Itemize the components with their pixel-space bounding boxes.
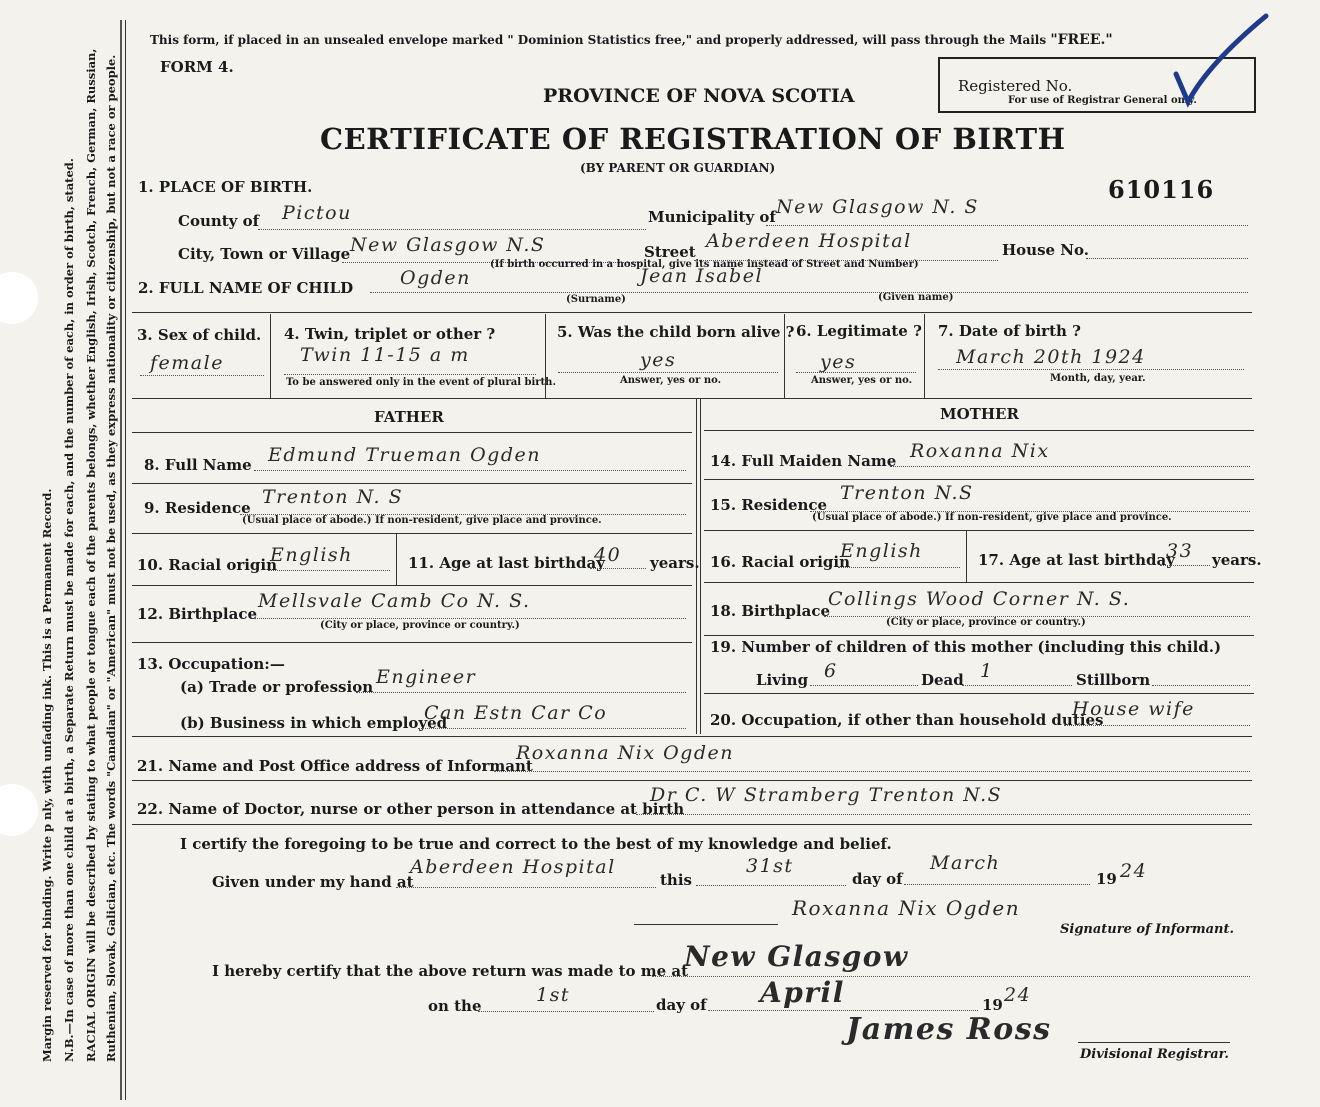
father-heading: FATHER <box>374 408 444 426</box>
certify-year-prefix: 19 <box>1096 870 1117 888</box>
informant-label: 21. Name and Post Office address of Informant <box>137 757 533 775</box>
margin-note-racial-origin-cont: Ruthenian, Slovak, Galician, etc. The words "Canadian" or "American" must not be used, as they express nationality or citizenship, but not a race or people. <box>104 54 118 1062</box>
municipality-value: New Glasgow N. S <box>776 196 979 218</box>
mother-residence-value: Trenton N.S <box>840 482 974 504</box>
living-label: Living <box>756 671 809 689</box>
hospital-note: (If birth occurred in a hospital, give its name instead of Street and Number) <box>490 259 919 270</box>
informant-signature: Roxanna Nix Ogden <box>792 896 1021 920</box>
mother-age-years: years. <box>1212 551 1262 569</box>
stillborn-label: Stillborn <box>1076 671 1151 689</box>
mother-name-label: 14. Full Maiden Name <box>710 452 897 470</box>
registrar-check-mark <box>1168 12 1278 112</box>
binding-hole-top <box>0 272 38 324</box>
form-number: FORM 4. <box>160 58 234 76</box>
city-value: New Glasgow N.S <box>350 234 546 256</box>
county-value: Pictou <box>282 202 352 224</box>
given-name-caption: (Given name) <box>878 292 954 303</box>
mother-occupation-value: House wife <box>1072 698 1195 720</box>
street-value: Aberdeen Hospital <box>706 230 912 252</box>
margin-note-binding: Margin reserved for binding. Write p nly, with unfading ink. This is a Permanent Record. <box>40 488 54 1062</box>
doctor-value: Dr C. W Stramberg Trenton N.S <box>650 784 1003 806</box>
given-place-value: Aberdeen Hospital <box>410 856 616 878</box>
informant-value: Roxanna Nix Ogden <box>516 742 734 764</box>
mother-age-value: 33 <box>1166 540 1194 562</box>
child-surname: Ogden <box>400 267 471 289</box>
father-business-value: Can Estn Car Co <box>424 702 608 724</box>
father-occupation-label: 13. Occupation:— <box>137 655 285 673</box>
father-race-value: English <box>270 544 353 566</box>
dead-label: Dead <box>921 671 964 689</box>
twin-value: Twin 11-15 a m <box>300 344 470 366</box>
registered-number-note: For use of Registrar General only. <box>1008 95 1197 106</box>
mother-birthplace-value: Collings Wood Corner N. S. <box>828 588 1131 610</box>
mail-notice-free: "FREE." <box>1050 32 1113 48</box>
mother-heading: MOTHER <box>940 405 1019 423</box>
registrar-statement: I hereby certify that the above return was made to me at <box>212 962 689 980</box>
registrar-year-suffix: 24 <box>1004 984 1032 1006</box>
born-alive-label: 5. Was the child born alive ? <box>557 323 795 341</box>
certificate-title: CERTIFICATE OF REGISTRATION OF BIRTH <box>320 122 1066 156</box>
surname-caption: (Surname) <box>566 294 626 305</box>
mother-birthplace-note: (City or place, province or country.) <box>886 617 1086 628</box>
binding-hole-bottom <box>0 784 38 836</box>
mother-race-value: English <box>840 540 923 562</box>
sex-value: female <box>150 352 224 374</box>
father-trade-value: Engineer <box>376 666 477 688</box>
child-given-name: Jean Isabel <box>640 265 764 287</box>
mother-residence-note: (Usual place of abode.) If non-resident, give place and province. <box>812 512 1172 523</box>
father-race-label: 10. Racial origin <box>137 556 278 574</box>
mother-birthplace-label: 18. Birthplace <box>710 602 831 620</box>
father-name-value: Edmund Trueman Ogden <box>268 444 541 466</box>
sex-label: 3. Sex of child. <box>137 326 262 344</box>
city-label: City, Town or Village <box>178 245 351 263</box>
legitimate-value: yes <box>820 351 857 373</box>
date-of-birth-value: March 20th 1924 <box>956 346 1146 368</box>
registered-number-label: Registered No. <box>958 77 1073 95</box>
date-of-birth-label: 7. Date of birth ? <box>938 322 1081 340</box>
born-alive-note: Answer, yes or no. <box>620 375 722 386</box>
living-value: 6 <box>824 660 838 682</box>
certify-month-value: March <box>930 852 1001 874</box>
father-residence-value: Trenton N. S <box>262 486 404 508</box>
registrar-place-value: New Glasgow <box>684 940 909 973</box>
certify-statement: I certify the foregoing to be true and correct to the best of my knowledge and belief. <box>180 835 892 853</box>
father-birthplace-label: 12. Birthplace <box>137 605 258 623</box>
child-name-label: 2. FULL NAME OF CHILD <box>138 279 354 297</box>
place-of-birth-heading: 1. PLACE OF BIRTH. <box>138 178 313 196</box>
serial-number: 610116 <box>1108 175 1215 204</box>
mother-age-label: 17. Age at last birthday <box>978 551 1175 569</box>
father-age-value: 40 <box>594 544 622 566</box>
date-of-birth-note: Month, day, year. <box>1050 373 1146 384</box>
county-label: County of <box>178 212 260 230</box>
father-residence-label: 9. Residence <box>144 499 251 517</box>
mother-children-label: 19. Number of children of this mother (including this child.) <box>710 638 1222 656</box>
margin-rule <box>120 20 122 1100</box>
twin-note: To be answered only in the event of plural birth. <box>286 377 556 388</box>
certify-this-label: this <box>660 871 692 889</box>
house-number-label: House No. <box>1002 241 1089 259</box>
street-label: Street <box>644 243 696 261</box>
given-under-label: Given under my hand at <box>212 873 414 891</box>
margin-rule-inner <box>125 20 126 1100</box>
father-business-label: (b) Business in which employed <box>180 714 448 732</box>
father-age-label: 11. Age at last birthday <box>408 554 605 572</box>
father-residence-note: (Usual place of abode.) If non-resident, give place and province. <box>242 515 602 526</box>
father-birthplace-value: Mellsvale Camb Co N. S. <box>258 590 531 612</box>
father-name-label: 8. Full Name <box>144 456 252 474</box>
mother-race-label: 16. Racial origin <box>710 553 851 571</box>
mother-name-value: Roxanna Nix <box>910 440 1050 462</box>
registrar-caption: Divisional Registrar. <box>1080 1047 1229 1062</box>
registrar-day-value: 1st <box>536 984 570 1006</box>
registrar-on-the-label: on the <box>428 997 482 1015</box>
registrar-year-prefix: 19 <box>982 996 1003 1014</box>
registrar-month-value: April <box>760 976 845 1009</box>
margin-note-nb: N.B.—In case of more than one child at a birth, a Separate Return must be made for each, and the number of each, in order of birth, stated. <box>62 158 76 1062</box>
mail-notice-text: This form, if placed in an unsealed envelope marked " Dominion Statistics free," and properly addressed, will pass through the Mails <box>150 33 1047 47</box>
certify-year-suffix: 24 <box>1120 860 1148 882</box>
father-age-years: years. <box>650 554 700 572</box>
informant-signature-caption: Signature of Informant. <box>1060 922 1234 937</box>
mother-occupation-label: 20. Occupation, if other than household duties <box>710 711 1104 729</box>
registrar-signature: James Ross <box>846 1012 1052 1047</box>
legitimate-label: 6. Legitimate ? <box>796 322 922 340</box>
born-alive-value: yes <box>640 349 677 371</box>
certificate-subtitle: (BY PARENT OR GUARDIAN) <box>580 161 776 175</box>
province-heading: PROVINCE OF NOVA SCOTIA <box>543 85 855 107</box>
mother-residence-label: 15. Residence <box>710 496 828 514</box>
dead-value: 1 <box>980 660 994 682</box>
twin-label: 4. Twin, triplet or other ? <box>284 325 496 343</box>
municipality-label: Municipality of <box>648 208 776 226</box>
father-trade-label: (a) Trade or profession <box>180 678 374 696</box>
mail-notice <box>150 32 1113 48</box>
registrar-day-of-label: day of <box>656 996 707 1014</box>
certify-day-of-label: day of <box>852 870 903 888</box>
legitimate-note: Answer, yes or no. <box>811 375 913 386</box>
father-birthplace-note: (City or place, province or country.) <box>320 620 520 631</box>
margin-note-racial-origin: RACIAL ORIGIN will be described by stating to what people or tongue each of the parents belongs, whether English, Irish, Scotch, French, German, Russian, <box>84 48 98 1062</box>
certify-day-value: 31st <box>746 855 794 877</box>
doctor-label: 22. Name of Doctor, nurse or other person in attendance at birth <box>137 800 685 818</box>
